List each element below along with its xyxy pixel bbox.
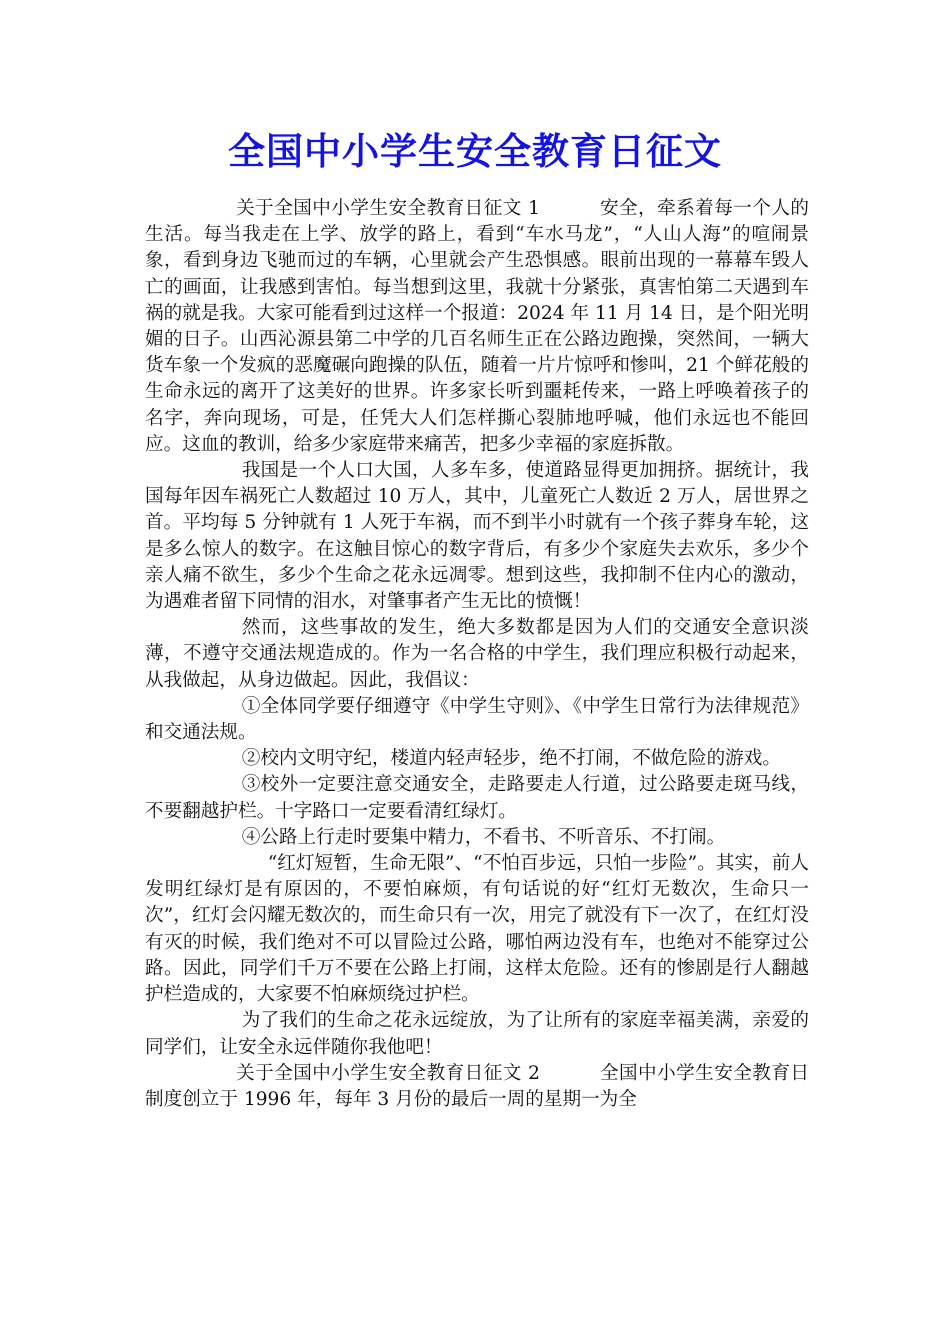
essay-1-heading: 关于全国中小学生安全教育日征文 1 xyxy=(236,198,540,219)
article-body xyxy=(145,196,809,1113)
proposal-item-4: ④公路上行走时要集中精力，不看书、不听音乐、不打闹。 xyxy=(241,826,726,848)
paragraph-5: 为了我们的生命之花永远绽放，为了让所有的家庭幸福美满，亲爱的同学们，让安全永远伴随你我他吧！ xyxy=(145,1010,809,1058)
proposal-item-2: ②校内文明守纪，楼道内轻声轻步，绝不打闹，不做危险的游戏。 xyxy=(241,748,781,770)
paragraph-4: “红灯短暂，生命无限”、“不怕百步远，只怕一步险”。其实，前人发明红绿灯是有原因的，不要怕麻烦，有句话说的好“红灯无数次，生命只一次”，红灯会闪耀无数次的，而生命只有一次，用完了就没有下一次了，在红灯没有灭的时候，我们绝对不可以冒险过公路，哪怕两边没有车，也绝对不能穿过公路。因此，同学们千万不要在公路上打闹，这样太危险。还有的惨剧是行人翻越护栏造成的，大家要不怕麻烦绕过护栏。 xyxy=(145,853,809,1006)
paragraph-1-text: 安全，牵系着每一个人的生活。每当我走在上学、放学的路上，看到“车水马龙”，“人山人海”的喧闹景象，看到身边飞驰而过的车辆，心里就会产生恐惧感。眼前出现的一幕幕车毁人亡的画面，让我感到害怕。每当想到这里，我就十分紧张，真害怕第二天遇到车祸的就是我。大家可能看到过这样一个报道：2024 年 11 月 14 日，是个阳光明媚的日子。山西沁源县第二中学的几百名师生正在公路边跑操，突然间，一辆大货车象一个发疯的恶魔碾向跑操的队伍，随着一片片惊呼和惨叫，21 个鲜花般的生命永远的离开了这美好的世界。许多家长听到噩耗传来，一路上呼唤着孩子的名字，奔向现场，可是，任凭大人们怎样撕心裂肺地呼喊，他们永远也不能回应。这血的教训，给多少家庭带来痛苦，把多少幸福的家庭拆散。 xyxy=(145,198,809,455)
paragraph-2: 我国是一个人口大国，人多车多，使道路显得更加拥挤。据统计，我国每年因车祸死亡人数超过 10 万人，其中，儿童死亡人数近 2 万人，居世界之首。平均每 5 分钟就有 1 人死于车祸，而不到半小时就有一个孩子葬身车轮，这是多么惊人的数字。在这触目惊心的数字背后，有多少个家庭失去欢乐，多少个亲人痛不欲生，多少个生命之花永远凋零。想到这些，我抑制不住内心的激动，为遇难者留下同情的泪水，对肇事者产生无比的愤慨！ xyxy=(145,460,809,613)
paragraph-3: 然而，这些事故的发生，绝大多数都是因为人们的交通安全意识淡薄，不遵守交通法规造成的。作为一名合格的中学生，我们理应积极行动起来，从我做起，从身边做起。因此，我倡议： xyxy=(145,617,809,691)
proposal-item-1: ①全体同学要仔细遵守《中学生守则》、《中学生日常行为法律规范》和交通法规。 xyxy=(145,695,809,744)
proposal-item-3: ③校外一定要注意交通安全，走路要走人行道，过公路要走斑马线，不要翻越护栏。十字路口一定要看清红绿灯。 xyxy=(145,774,809,822)
paragraph-6-text: 全国中小学生安全教育日制度创立于 1996 年，每年 3 月份的最后一周的星期一为全 xyxy=(145,1062,809,1110)
paragraph-1 xyxy=(145,196,809,458)
paragraph-6 xyxy=(145,1061,809,1113)
document-title: 全国中小学生安全教育日征文 xyxy=(228,130,722,173)
essay-2-heading: 关于全国中小学生安全教育日征文 2 xyxy=(236,1062,540,1084)
